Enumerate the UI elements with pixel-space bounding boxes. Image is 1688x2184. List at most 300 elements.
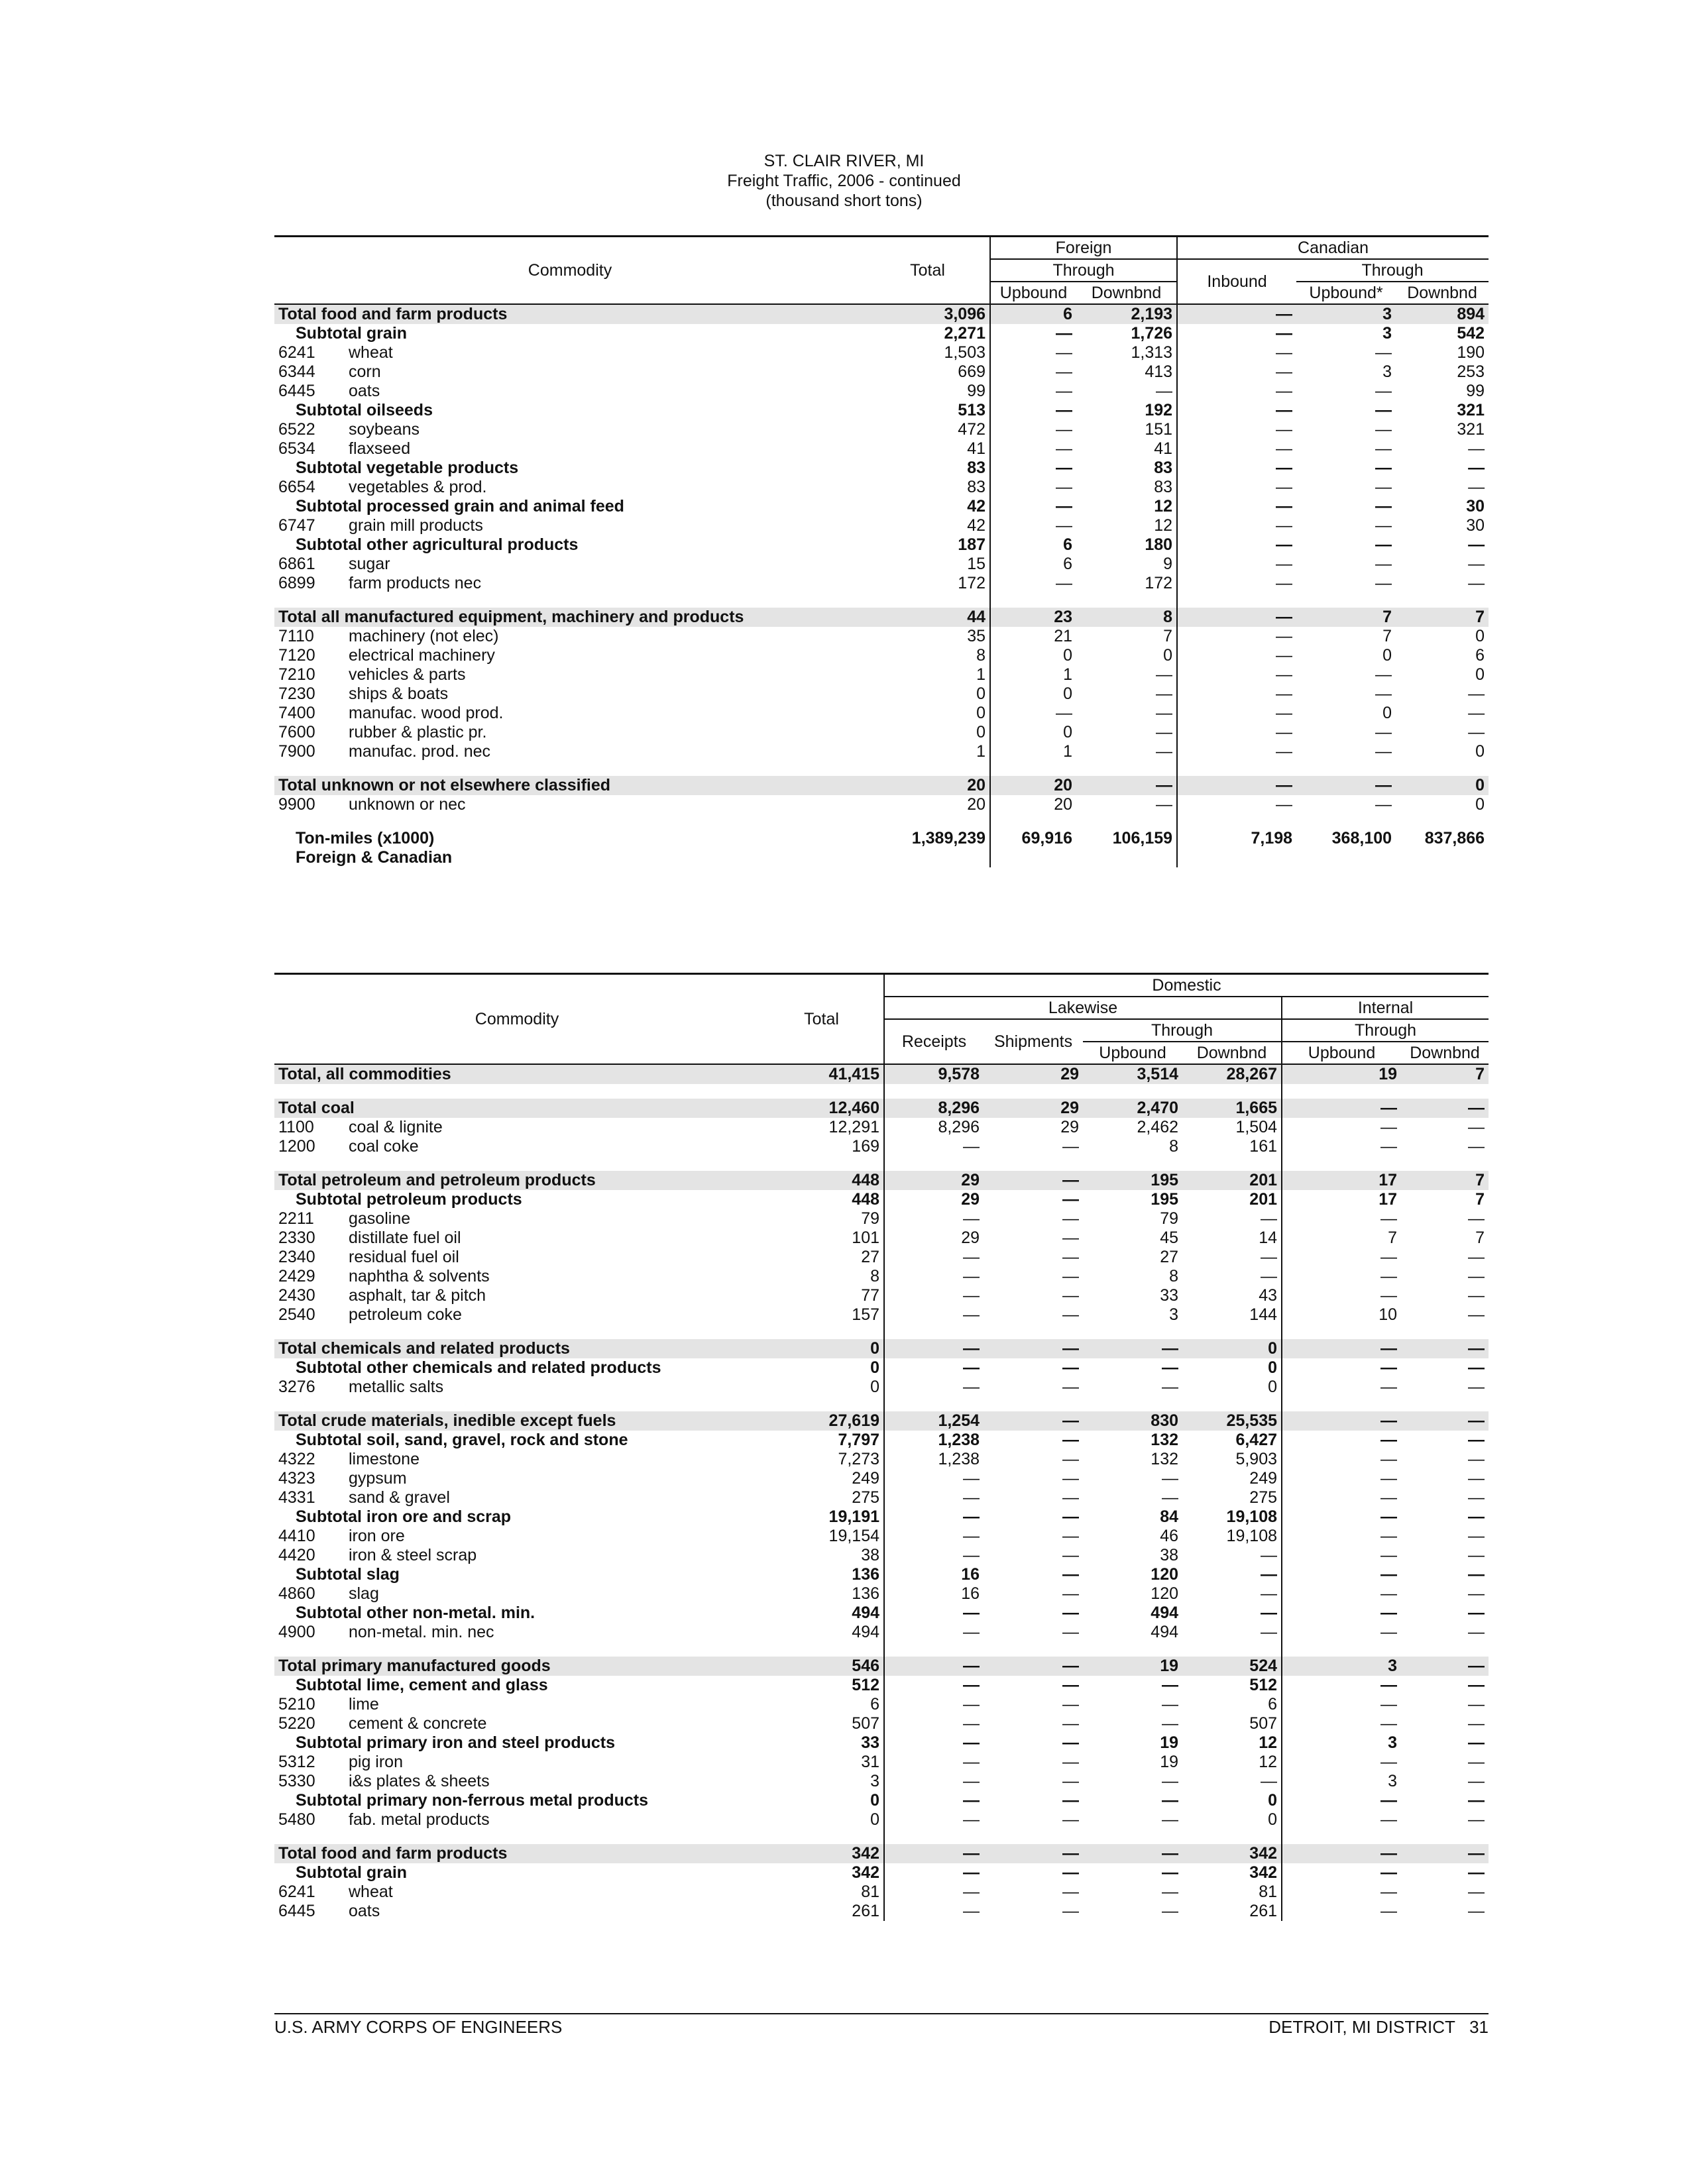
subtotal-row — [274, 459, 1489, 478]
value-cell: — — [1162, 1695, 1179, 1714]
foreign-upbound-header: Upbound — [990, 282, 1076, 304]
commodity-label: i&s plates & sheets — [349, 1772, 490, 1790]
value-cell: 512 — [1249, 1676, 1278, 1694]
commodity-row — [274, 478, 1489, 497]
commodity-code: 4410 — [278, 1527, 315, 1545]
value-cell: — — [1375, 497, 1392, 516]
value-cell: 29 — [984, 1099, 1083, 1118]
total-label: Total food and farm products — [274, 304, 866, 324]
value-cell: 669 — [958, 362, 986, 381]
value-cell: — — [1062, 1305, 1080, 1324]
total-row — [274, 1099, 1489, 1118]
commodity-label: naphtha & solvents — [349, 1267, 490, 1285]
commodity-label: grain mill products — [349, 516, 483, 535]
value-cell: — — [1282, 1286, 1401, 1305]
value-cell: 151 — [1145, 420, 1173, 439]
value-cell: — — [1062, 1267, 1080, 1285]
value-cell: 1 — [990, 665, 1076, 684]
commodity-row — [274, 723, 1489, 742]
value-cell: 9 — [1163, 555, 1173, 573]
value-cell: 83 — [1154, 478, 1173, 496]
total-header: Total — [866, 237, 990, 305]
commodity-code: 7110 — [278, 627, 314, 645]
value-cell: — — [1162, 1714, 1179, 1733]
commodity-code: 6344 — [278, 362, 315, 381]
value-cell: — — [1282, 1565, 1401, 1584]
value-cell: 20 — [967, 795, 986, 814]
value-cell: 3 — [1382, 324, 1392, 343]
commodity-row — [274, 1902, 1489, 1921]
value-cell: — — [1375, 420, 1392, 439]
value-cell: — — [1468, 1546, 1485, 1564]
value-cell: — — [1062, 1488, 1080, 1507]
subtotal-row — [274, 1676, 1489, 1695]
section-gap — [274, 593, 1489, 608]
value-cell: 7 — [1296, 608, 1396, 627]
subtotal-row — [274, 1431, 1489, 1450]
value-cell: 45 — [1160, 1228, 1179, 1247]
value-cell: — — [1468, 704, 1485, 722]
commodity-header: Commodity — [274, 974, 760, 1065]
value-cell: — — [1062, 1902, 1080, 1920]
value-cell: 69,916 — [990, 829, 1076, 848]
value-cell: — — [1468, 1863, 1485, 1882]
value-cell: 3,514 — [1083, 1064, 1182, 1084]
value-cell: — — [1401, 1657, 1489, 1676]
value-cell: 2,470 — [1083, 1099, 1182, 1118]
value-cell: 8 — [1169, 1267, 1179, 1285]
value-cell: 0 — [1475, 795, 1485, 814]
subtotal-row — [274, 848, 1489, 867]
value-cell: — — [1062, 1527, 1080, 1545]
commodity-row — [274, 1546, 1489, 1565]
value-cell: — — [1468, 1791, 1485, 1810]
footer-agency: U.S. ARMY CORPS OF ENGINEERS — [274, 2017, 563, 2037]
value-cell: 3 — [1282, 1772, 1401, 1791]
value-cell: 77 — [861, 1286, 880, 1305]
value-cell: — — [1282, 1546, 1401, 1565]
internal-downbnd-header: Downbnd — [1401, 1042, 1489, 1064]
commodity-label: petroleum coke — [349, 1305, 462, 1324]
value-cell: — — [1375, 439, 1392, 458]
value-cell — [1177, 848, 1296, 867]
value-cell: 16 — [884, 1565, 984, 1584]
value-cell: 19 — [1282, 1064, 1401, 1084]
value-cell: 42 — [967, 516, 986, 535]
value-cell: 7 — [1396, 608, 1489, 627]
value-cell: — — [1468, 1137, 1485, 1156]
value-cell: 28,267 — [1182, 1064, 1282, 1084]
value-cell: — — [884, 1248, 984, 1267]
value-cell: 43 — [1259, 1286, 1278, 1305]
value-cell: — — [1468, 439, 1485, 458]
value-cell: 0 — [976, 704, 986, 722]
value-cell: — — [884, 1657, 984, 1676]
canadian-downbnd-header: Downbnd — [1396, 282, 1489, 304]
value-cell: — — [1375, 535, 1392, 554]
section-gap — [274, 1829, 1489, 1844]
value-cell: 342 — [1182, 1844, 1282, 1863]
value-cell: 1 — [976, 742, 986, 761]
value-cell: 0 — [870, 1358, 880, 1377]
value-cell: — — [1177, 627, 1296, 646]
value-cell: — — [884, 1209, 984, 1228]
value-cell: 19 — [1160, 1733, 1179, 1752]
value-cell: 7,198 — [1177, 829, 1296, 848]
value-cell: 3 — [1382, 362, 1392, 381]
value-cell: — — [990, 362, 1076, 382]
value-cell: — — [1468, 1584, 1485, 1603]
commodity-header: Commodity — [274, 237, 866, 305]
value-cell: — — [1062, 1209, 1080, 1228]
commodity-label: non-metal. min. nec — [349, 1623, 494, 1641]
value-cell: — — [1062, 1772, 1080, 1790]
value-cell: 413 — [1145, 362, 1173, 381]
commodity-code: 4900 — [278, 1623, 315, 1641]
value-cell: — — [1282, 1753, 1401, 1772]
commodity-label: corn — [349, 362, 381, 381]
commodity-label: wheat — [349, 343, 393, 362]
commodity-code: 6445 — [278, 1902, 315, 1920]
value-cell — [1396, 848, 1489, 867]
value-cell: — — [1076, 776, 1177, 795]
value-cell: — — [1282, 1863, 1401, 1883]
value-cell: — — [1401, 1411, 1489, 1431]
value-cell: — — [1177, 742, 1296, 761]
value-cell: — — [1401, 1844, 1489, 1863]
value-cell: — — [1156, 665, 1173, 684]
value-cell: — — [1282, 1883, 1401, 1902]
commodity-row — [274, 1248, 1489, 1267]
value-cell: — — [884, 1488, 984, 1507]
value-cell: — — [1062, 1358, 1080, 1377]
value-cell: 136 — [852, 1584, 880, 1603]
total-label: Total coal — [274, 1099, 760, 1118]
value-cell: — — [1468, 1565, 1485, 1584]
section-gap — [274, 1325, 1489, 1339]
commodity-label: wheat — [349, 1883, 393, 1901]
subtotal-label: Subtotal slag — [296, 1565, 400, 1584]
value-cell: — — [1282, 1411, 1401, 1431]
canadian-upbound-header: Upbound* — [1296, 282, 1396, 304]
value-cell: 30 — [1466, 497, 1485, 516]
commodity-row — [274, 1883, 1489, 1902]
value-cell: — — [1375, 401, 1392, 419]
commodity-label: iron ore — [349, 1527, 405, 1545]
value-cell: 38 — [861, 1546, 880, 1564]
value-cell: — — [1177, 478, 1296, 497]
commodity-label: sand & gravel — [349, 1488, 450, 1507]
subtotal-row — [274, 1791, 1489, 1810]
value-cell: — — [1468, 478, 1485, 496]
value-cell: — — [1062, 1604, 1080, 1622]
value-cell: 83 — [967, 478, 986, 496]
commodity-row — [274, 795, 1489, 814]
value-cell: 195 — [1083, 1171, 1182, 1190]
section-gap — [274, 1156, 1489, 1171]
total-label: Total crude materials, inedible except fuels — [274, 1411, 760, 1431]
commodity-code: 2340 — [278, 1248, 315, 1266]
value-cell: — — [1282, 1358, 1401, 1378]
receipts-header: Receipts — [884, 1019, 984, 1064]
value-cell: 261 — [852, 1902, 880, 1920]
value-cell: 524 — [1182, 1657, 1282, 1676]
value-cell: 7,797 — [838, 1431, 880, 1449]
commodity-code: 4323 — [278, 1469, 315, 1488]
total-row — [274, 776, 1489, 795]
subtotal-label: Subtotal other chemicals and related products — [296, 1358, 661, 1377]
value-cell: — — [1156, 795, 1173, 814]
value-cell: — — [1282, 1604, 1401, 1623]
subtotal-label: Subtotal lime, cement and glass — [296, 1676, 548, 1694]
value-cell: 1,726 — [1131, 324, 1173, 343]
value-cell: — — [1062, 1378, 1080, 1396]
value-cell: — — [1177, 420, 1296, 439]
subtotal-label: Subtotal other non-metal. min. — [296, 1604, 535, 1622]
value-cell: 83 — [1154, 459, 1173, 477]
value-cell: 5,903 — [1235, 1450, 1278, 1468]
value-cell: — — [1062, 1469, 1080, 1488]
commodity-label: farm products nec — [349, 574, 482, 592]
value-cell: — — [1468, 1248, 1485, 1266]
value-cell: 0 — [1382, 646, 1392, 665]
value-cell: 8,296 — [884, 1118, 984, 1137]
value-cell: — — [984, 1411, 1083, 1431]
value-cell: 12 — [1259, 1733, 1278, 1752]
value-cell: 1,503 — [944, 343, 986, 362]
value-cell: 513 — [958, 401, 986, 419]
value-cell: 546 — [760, 1657, 884, 1676]
commodity-code: 6241 — [278, 1883, 315, 1901]
total-label: Total food and farm products — [274, 1844, 760, 1863]
value-cell: 19,154 — [828, 1527, 880, 1545]
value-cell: — — [990, 516, 1076, 535]
value-cell: — — [1177, 382, 1296, 401]
subtotal-label: Subtotal grain — [296, 324, 408, 343]
value-cell: 0 — [976, 684, 986, 703]
section-gap — [274, 1397, 1489, 1411]
value-cell: — — [1282, 1339, 1401, 1358]
commodity-label: metallic salts — [349, 1378, 444, 1396]
value-cell: 0 — [870, 1791, 880, 1810]
value-cell: — — [884, 1695, 984, 1714]
value-cell: — — [1062, 1228, 1080, 1247]
value-cell: 7 — [1475, 1228, 1485, 1247]
value-cell: — — [1156, 684, 1173, 703]
value-cell: — — [884, 1676, 984, 1695]
value-cell: — — [1177, 608, 1296, 627]
total-row — [274, 1844, 1489, 1863]
subtotal-label: Ton-miles (x1000) — [296, 829, 435, 847]
subtotal-row — [274, 497, 1489, 516]
value-cell: — — [1177, 324, 1296, 343]
value-cell: — — [884, 1137, 984, 1156]
value-cell: — — [1177, 574, 1296, 593]
total-row — [274, 1339, 1489, 1358]
value-cell: — — [1062, 1714, 1080, 1733]
value-cell: 0 — [990, 684, 1076, 704]
value-cell: — — [1062, 1791, 1080, 1810]
footer-district — [1268, 2017, 1489, 2038]
value-cell: 0 — [990, 646, 1076, 665]
value-cell: 2,271 — [944, 324, 986, 343]
value-cell: — — [1282, 1527, 1401, 1546]
canadian-header: Canadian — [1177, 237, 1489, 260]
value-cell: 120 — [1151, 1565, 1179, 1584]
value-cell: — — [1162, 1469, 1179, 1488]
value-cell: 512 — [852, 1676, 880, 1694]
commodity-row — [274, 1584, 1489, 1604]
commodity-label: unknown or nec — [349, 795, 466, 814]
value-cell: — — [1468, 1753, 1485, 1771]
commodity-label: gasoline — [349, 1209, 411, 1228]
commodity-code: 2540 — [278, 1305, 315, 1324]
value-cell: 21 — [990, 627, 1076, 646]
value-cell: 29 — [984, 1064, 1083, 1084]
value-cell: — — [1177, 459, 1296, 478]
canadian-through-header: Through — [1296, 259, 1489, 282]
lakewise-header: Lakewise — [884, 997, 1282, 1019]
value-cell: 0 — [1382, 704, 1392, 722]
value-cell: 84 — [1160, 1507, 1179, 1526]
value-cell: 19,191 — [828, 1507, 880, 1526]
value-cell: 8 — [976, 646, 986, 665]
value-cell: — — [1062, 1248, 1080, 1266]
value-cell: — — [1282, 1623, 1401, 1642]
subtotal-row — [274, 1604, 1489, 1623]
total-row — [274, 1657, 1489, 1676]
value-cell: 201 — [1182, 1171, 1282, 1190]
value-cell: — — [1177, 555, 1296, 574]
commodity-code: 7600 — [278, 723, 315, 741]
value-cell: 41 — [1154, 439, 1173, 458]
page-footer — [274, 2013, 1489, 2038]
value-cell: — — [1083, 1339, 1182, 1358]
value-cell: 20 — [990, 776, 1076, 795]
commodity-row — [274, 742, 1489, 761]
value-cell: 9,578 — [884, 1064, 984, 1084]
value-cell: 8 — [1169, 1137, 1179, 1156]
value-cell: 0 — [760, 1339, 884, 1358]
value-cell: 321 — [1457, 401, 1485, 419]
commodity-row — [274, 516, 1489, 535]
value-cell: — — [884, 1604, 984, 1623]
value-cell: 321 — [1457, 420, 1485, 439]
total-row — [274, 1411, 1489, 1431]
value-cell: 30 — [1466, 516, 1485, 535]
value-cell: — — [990, 382, 1076, 401]
internal-through-header: Through — [1282, 1019, 1489, 1042]
page-number: 31 — [1469, 2017, 1489, 2037]
value-cell: 6 — [1475, 646, 1485, 665]
commodity-label: sugar — [349, 555, 390, 573]
subtotal-row — [274, 1507, 1489, 1527]
value-cell: 20 — [866, 776, 990, 795]
commodity-label: manufac. wood prod. — [349, 704, 504, 722]
value-cell: 6 — [990, 304, 1076, 324]
value-cell: 7 — [1282, 1228, 1401, 1248]
value-cell: — — [1468, 1488, 1485, 1507]
value-cell: 6 — [990, 555, 1076, 574]
commodity-code: 4860 — [278, 1584, 315, 1603]
value-cell: — — [1468, 723, 1485, 741]
value-cell: — — [1083, 1844, 1182, 1863]
value-cell: 33 — [861, 1733, 880, 1752]
value-cell: 23 — [990, 608, 1076, 627]
value-cell: — — [1375, 516, 1392, 535]
value-cell: — — [1282, 1902, 1401, 1921]
commodity-row — [274, 1209, 1489, 1228]
value-cell: 25,535 — [1182, 1411, 1282, 1431]
value-cell: 8 — [870, 1267, 880, 1285]
commodity-label: coal & lignite — [349, 1118, 443, 1136]
subtotal-label: Subtotal processed grain and animal feed — [296, 497, 624, 516]
value-cell: — — [884, 1623, 984, 1642]
value-cell: 249 — [852, 1469, 880, 1488]
commodity-row — [274, 439, 1489, 459]
value-cell: — — [1062, 1676, 1080, 1694]
total-label: Total primary manufactured goods — [274, 1657, 760, 1676]
value-cell: 0 — [1268, 1791, 1278, 1810]
value-cell: — — [1375, 555, 1392, 573]
subtotal-row — [274, 535, 1489, 555]
value-cell: — — [1261, 1546, 1278, 1564]
commodity-label: distillate fuel oil — [349, 1228, 461, 1247]
value-cell: — — [984, 1171, 1083, 1190]
foreign-downbnd-header: Downbnd — [1076, 282, 1177, 304]
total-label: Total unknown or not elsewhere classified — [274, 776, 866, 795]
value-cell: — — [1468, 1810, 1485, 1829]
value-cell: — — [884, 1305, 984, 1325]
commodity-code: 1100 — [278, 1118, 314, 1136]
commodity-label: oats — [349, 1902, 380, 1920]
foreign-through-header: Through — [990, 259, 1177, 282]
value-cell: 894 — [1396, 304, 1489, 324]
value-cell: — — [1375, 382, 1392, 400]
value-cell: 494 — [852, 1623, 880, 1641]
value-cell: — — [884, 1810, 984, 1829]
commodity-code: 2330 — [278, 1228, 315, 1247]
value-cell: 41 — [967, 439, 986, 458]
value-cell: — — [1261, 1267, 1278, 1285]
commodity-code: 5330 — [278, 1772, 315, 1790]
value-cell: — — [990, 459, 1076, 478]
value-cell: — — [1261, 1209, 1278, 1228]
section-gap — [274, 761, 1489, 776]
commodity-code: 2211 — [278, 1209, 314, 1228]
total-row — [274, 1171, 1489, 1190]
total-row — [274, 608, 1489, 627]
commodity-code: 4420 — [278, 1546, 315, 1564]
value-cell: 33 — [1160, 1286, 1179, 1305]
value-cell: 161 — [1249, 1137, 1278, 1156]
value-cell: 6 — [1268, 1695, 1278, 1714]
total-row — [274, 1064, 1489, 1084]
value-cell: — — [1375, 665, 1392, 684]
value-cell: — — [884, 1883, 984, 1902]
subtotal-row — [274, 1190, 1489, 1209]
value-cell: — — [1177, 362, 1296, 382]
value-cell: — — [1468, 684, 1485, 703]
subtotal-label: Subtotal iron ore and scrap — [296, 1507, 512, 1526]
value-cell: — — [1375, 574, 1392, 592]
value-cell: — — [1162, 1810, 1179, 1829]
value-cell: 0 — [870, 1378, 880, 1396]
total-row — [274, 304, 1489, 324]
value-cell — [1076, 848, 1177, 867]
value-cell: — — [1177, 439, 1296, 459]
shipments-header: Shipments — [984, 1019, 1083, 1064]
